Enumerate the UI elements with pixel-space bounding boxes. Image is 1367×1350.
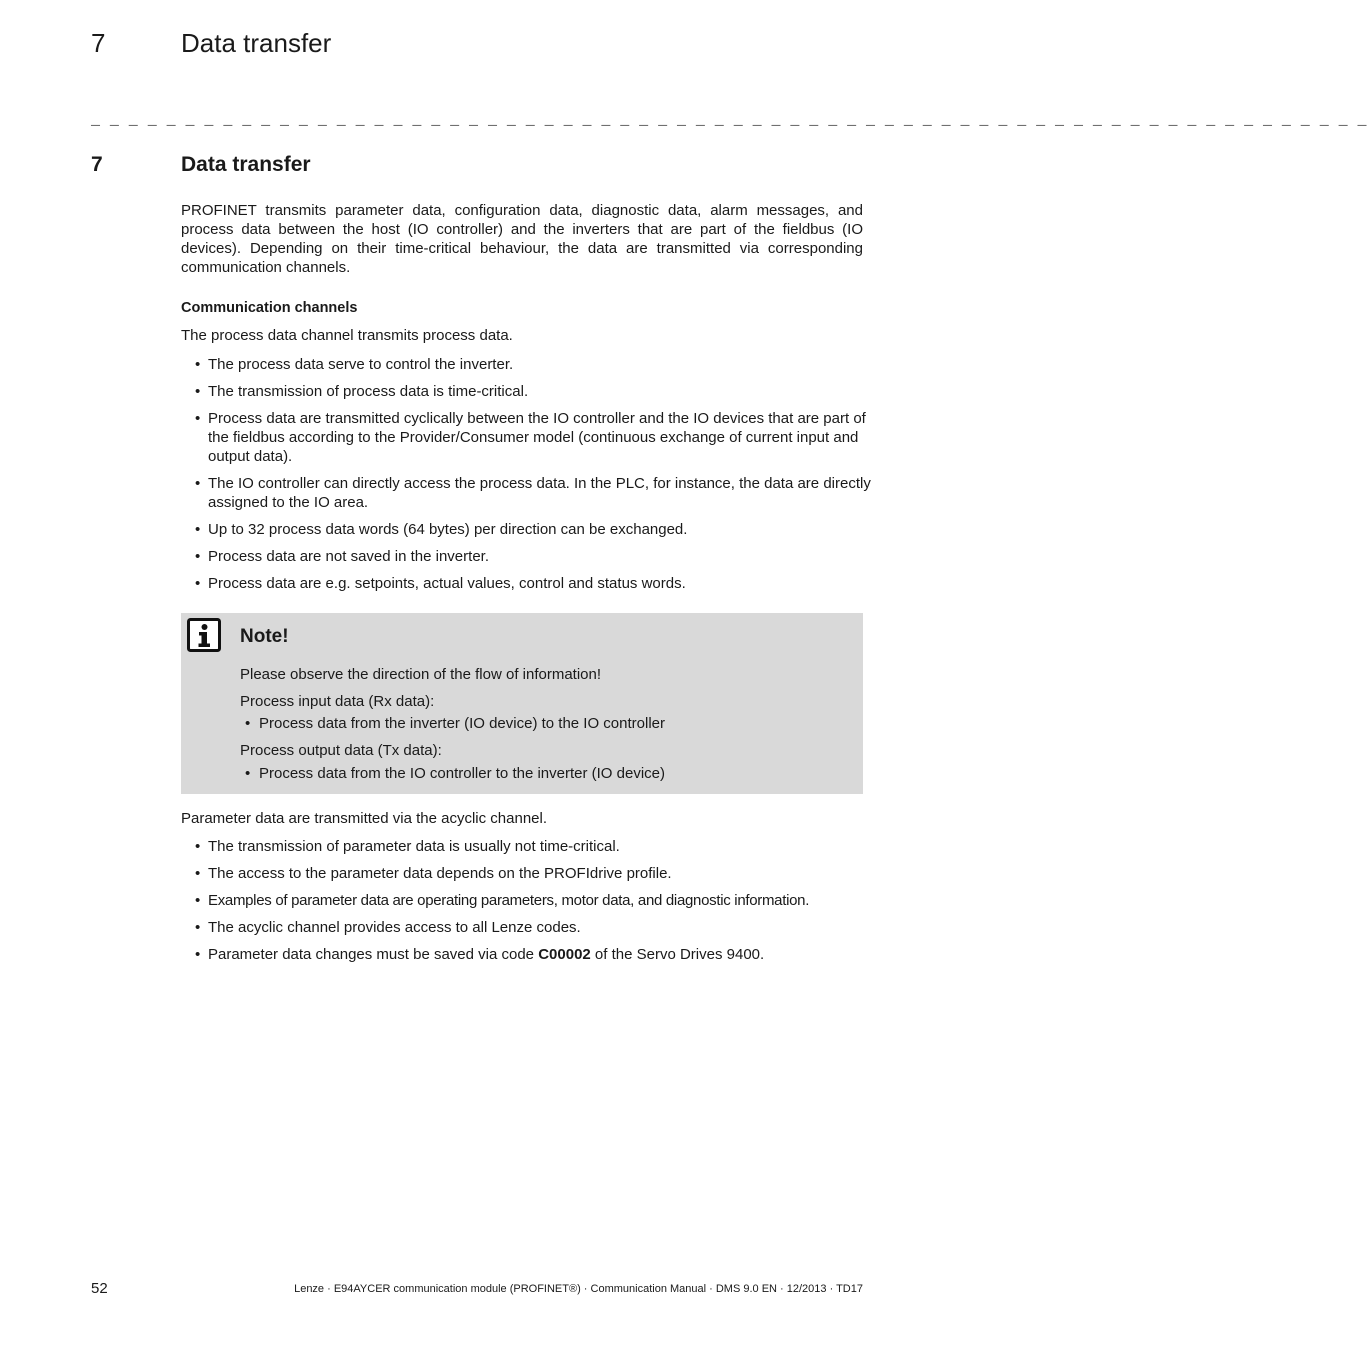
list-item: • The IO controller can directly access the process data. In the PLC, for instance, the data are directly assigned to the IO area. bbox=[195, 475, 871, 511]
info-icon bbox=[187, 618, 221, 652]
bullet: • bbox=[245, 765, 251, 782]
list-item: • The process data serve to control the inverter. bbox=[195, 356, 514, 373]
list-item: • The transmission of parameter data is usually not time-critical. bbox=[195, 838, 620, 855]
note-output-item: • Process data from the IO controller to the inverter (IO device) bbox=[240, 765, 665, 782]
parameter-data-lead: Parameter data are transmitted via the acyclic channel. bbox=[181, 810, 548, 827]
note-input-label: Process input data (Rx data): bbox=[240, 693, 435, 710]
bullet: • bbox=[195, 383, 201, 400]
process-data-list bbox=[181, 355, 871, 601]
section-number: 7 bbox=[91, 153, 103, 176]
bullet: • bbox=[195, 838, 201, 855]
communication-channels-heading: Communication channels bbox=[181, 300, 358, 316]
page-number: 52 bbox=[91, 1280, 108, 1297]
list-item: • Process data are e.g. setpoints, actual values, control and status words. bbox=[195, 575, 686, 592]
list-item: • The transmission of process data is time-critical. bbox=[195, 383, 529, 400]
list-item: • Parameter data changes must be saved via code C00002 of the Servo Drives 9400. bbox=[195, 946, 765, 963]
list-item: • Process data are transmitted cyclically between the IO controller and the IO devices that are part of the fieldbus according to the Provider/Consumer model (continuous exchange of current input and output data). bbox=[195, 410, 866, 465]
process-data-lead: The process data channel transmits process data. bbox=[181, 327, 513, 344]
bullet: • bbox=[195, 946, 201, 963]
list-item: • The acyclic channel provides access to all Lenze codes. bbox=[195, 919, 581, 936]
list-item: • The access to the parameter data depends on the PROFIdrive profile. bbox=[195, 865, 672, 882]
code-reference: C00002 bbox=[538, 946, 591, 963]
bullet: • bbox=[245, 715, 251, 732]
list-item: • Up to 32 process data words (64 bytes) per direction can be exchanged. bbox=[195, 521, 688, 538]
parameter-data-list bbox=[181, 837, 881, 972]
bullet: • bbox=[195, 475, 201, 492]
list-item: • Process data are not saved in the inverter. bbox=[195, 548, 489, 565]
note-output-label: Process output data (Tx data): bbox=[240, 742, 442, 759]
header-divider: _ _ _ _ _ _ _ _ _ _ _ _ _ _ _ _ _ _ _ _ _ _ _ _ _ _ _ _ _ _ _ _ _ _ _ _ _ _ _ _ _ _ _ _ _ _ _ _ _ _ _ _ _ _ _ _ _ _ _ _ _ _ _ _ _ _ _ _ bbox=[91, 112, 1367, 129]
bullet: • bbox=[195, 865, 201, 882]
bullet: • bbox=[195, 892, 201, 909]
intro-paragraph: PROFINET transmits parameter data, configuration data, diagnostic data, alarm messages, and process data between the host (IO controller) and the inverters that are part of the fieldbus (IO devices). Depending on their time-critical behaviour, the data are transmitted via corresponding communication channels. bbox=[181, 202, 863, 276]
bullet: • bbox=[195, 548, 201, 565]
footer-text: Lenze · E94AYCER communication module (PROFINET®) · Communication Manual · DMS 9.0 EN · 12/2013 · TD17 bbox=[294, 1283, 863, 1295]
bullet: • bbox=[195, 410, 201, 427]
header-chapter-title: Data transfer bbox=[181, 28, 332, 58]
list-item: • Examples of parameter data are operating parameters, motor data, and diagnostic information. bbox=[195, 892, 810, 909]
bullet: • bbox=[195, 575, 201, 592]
note-title: Note! bbox=[240, 626, 289, 647]
section-title: Data transfer bbox=[181, 153, 311, 176]
bullet: • bbox=[195, 521, 201, 538]
bullet: • bbox=[195, 919, 201, 936]
header-chapter-number: 7 bbox=[91, 28, 106, 58]
note-text: Please observe the direction of the flow of information! bbox=[240, 666, 602, 683]
note-input-item: • Process data from the inverter (IO device) to the IO controller bbox=[240, 715, 665, 732]
bullet: • bbox=[195, 356, 201, 373]
